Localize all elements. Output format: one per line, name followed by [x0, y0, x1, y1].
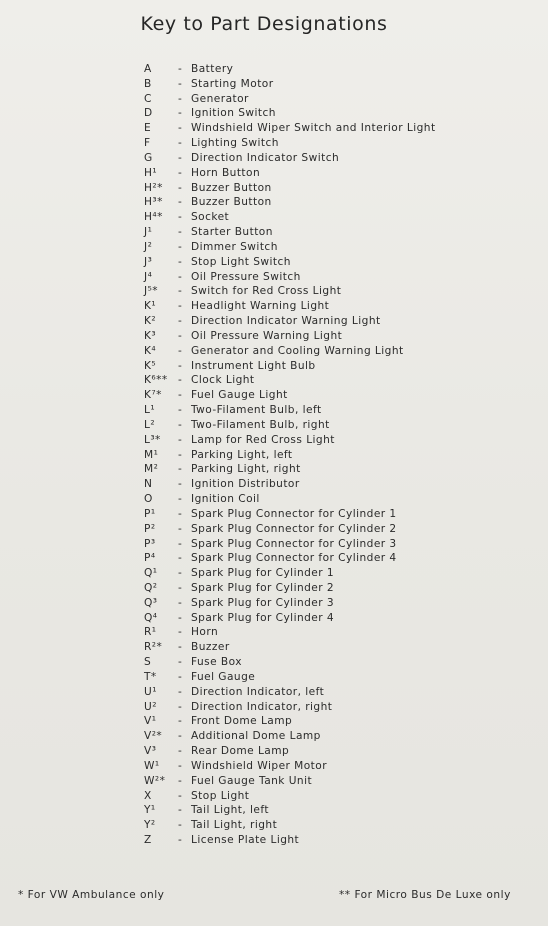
list-item — [144, 744, 524, 759]
separator-dash: - — [178, 448, 183, 461]
part-description: Direction Indicator Switch — [191, 151, 340, 164]
part-description: Tail Light, left — [191, 804, 269, 817]
part-description: Buzzer Button — [191, 181, 272, 194]
part-description: Ignition Coil — [191, 493, 260, 506]
list-item — [144, 685, 524, 700]
part-description: Oil Pressure Switch — [191, 270, 301, 283]
part-description: Buzzer Button — [191, 196, 272, 209]
footnote-micro-bus: ** For Micro Bus De Luxe only — [339, 889, 511, 901]
part-code: K³ — [144, 329, 157, 342]
part-code: Q⁴ — [144, 611, 158, 624]
part-code: K⁷* — [144, 389, 162, 402]
part-description: Tail Light, right — [191, 819, 278, 832]
separator-dash: - — [178, 122, 183, 135]
list-item — [144, 714, 524, 729]
part-code: E — [144, 122, 152, 135]
separator-dash: - — [178, 567, 183, 580]
list-item — [144, 596, 524, 611]
separator-dash: - — [178, 389, 183, 402]
list-item — [144, 789, 524, 804]
part-description: Stop Light Switch — [191, 255, 291, 268]
part-code: X — [144, 789, 152, 802]
part-code: K¹ — [144, 300, 157, 313]
separator-dash: - — [178, 63, 183, 75]
part-code: Y² — [144, 819, 156, 832]
part-description: Parking Light, left — [191, 448, 293, 461]
part-description: Fuse Box — [191, 656, 242, 669]
list-item — [144, 700, 524, 715]
separator-dash: - — [178, 730, 183, 743]
part-description: Additional Dome Lamp — [191, 730, 321, 743]
list-item — [144, 136, 524, 151]
part-code: Q³ — [144, 596, 158, 609]
part-code: Q¹ — [144, 567, 158, 580]
list-item — [144, 121, 524, 136]
separator-dash: - — [178, 166, 183, 179]
part-description: Oil Pressure Warning Light — [191, 329, 343, 342]
part-code: H⁴* — [144, 211, 163, 224]
part-code: C — [144, 92, 152, 105]
part-description: Front Dome Lamp — [191, 715, 293, 728]
part-description: Spark Plug Connector for Cylinder 1 — [191, 507, 397, 520]
part-code: K⁵ — [144, 359, 157, 372]
part-code: M² — [144, 463, 159, 476]
list-item — [144, 314, 524, 329]
separator-dash: - — [178, 107, 183, 120]
part-description: Starter Button — [191, 226, 273, 239]
separator-dash: - — [178, 611, 183, 624]
list-item — [144, 240, 524, 255]
separator-dash: - — [178, 670, 183, 683]
separator-dash: - — [178, 181, 183, 194]
part-code: T* — [144, 670, 157, 683]
separator-dash: - — [178, 656, 183, 669]
separator-dash: - — [178, 418, 183, 431]
part-description: Direction Indicator, right — [191, 700, 333, 713]
part-description: Two-Filament Bulb, left — [191, 404, 322, 417]
list-item — [144, 373, 524, 388]
list-item — [144, 537, 524, 552]
part-description: Fuel Gauge Light — [191, 389, 288, 402]
separator-dash: - — [178, 315, 183, 328]
separator-dash: - — [178, 404, 183, 417]
separator-dash: - — [178, 819, 183, 832]
part-description: Generator — [191, 92, 249, 105]
list-item — [144, 166, 524, 181]
part-code: U² — [144, 700, 157, 713]
part-code: Y¹ — [144, 804, 156, 817]
list-item — [144, 255, 524, 270]
part-code: A — [144, 63, 152, 75]
part-description: Spark Plug Connector for Cylinder 4 — [191, 552, 397, 565]
list-item — [144, 62, 524, 77]
part-code: P³ — [144, 537, 156, 550]
footnote-ambulance: * For VW Ambulance only — [18, 889, 165, 901]
part-description: Battery — [191, 63, 234, 75]
part-code: H¹ — [144, 166, 158, 179]
part-description: Spark Plug for Cylinder 1 — [191, 567, 335, 580]
part-code: W¹ — [144, 759, 160, 772]
part-code: L² — [144, 418, 156, 431]
list-item — [144, 388, 524, 403]
list-item — [144, 729, 524, 744]
part-code: D — [144, 107, 153, 120]
separator-dash: - — [178, 137, 183, 150]
part-code: N — [144, 478, 153, 491]
list-item — [144, 803, 524, 818]
part-description: Dimmer Switch — [191, 240, 278, 253]
separator-dash: - — [178, 596, 183, 609]
separator-dash: - — [178, 196, 183, 209]
part-description: Horn — [191, 626, 219, 639]
part-description: Windshield Wiper Motor — [191, 759, 328, 772]
part-description: Spark Plug Connector for Cylinder 3 — [191, 537, 397, 550]
list-item — [144, 581, 524, 596]
list-item — [144, 507, 524, 522]
part-code: B — [144, 77, 152, 90]
separator-dash: - — [178, 329, 183, 342]
separator-dash: - — [178, 478, 183, 491]
separator-dash: - — [178, 685, 183, 698]
list-item — [144, 774, 524, 789]
part-description: Stop Light — [191, 789, 250, 802]
separator-dash: - — [178, 359, 183, 372]
part-description: Lighting Switch — [191, 137, 279, 150]
part-description: Direction Indicator, left — [191, 685, 325, 698]
part-code: V²* — [144, 730, 163, 743]
part-code: F — [144, 137, 151, 150]
list-item — [144, 195, 524, 210]
part-description: Switch for Red Cross Light — [191, 285, 342, 298]
separator-dash: - — [178, 151, 183, 164]
list-item — [144, 106, 524, 121]
part-code: K⁴ — [144, 344, 157, 357]
separator-dash: - — [178, 226, 183, 239]
list-item — [144, 329, 524, 344]
list-item — [144, 284, 524, 299]
list-item — [144, 151, 524, 166]
part-description: License Plate Light — [191, 834, 300, 847]
list-item — [144, 522, 524, 537]
list-item — [144, 210, 524, 225]
list-item — [144, 818, 524, 833]
list-item — [144, 670, 524, 685]
separator-dash: - — [178, 344, 183, 357]
part-code: L³* — [144, 433, 161, 446]
part-description: Rear Dome Lamp — [191, 745, 290, 758]
list-item — [144, 270, 524, 285]
separator-dash: - — [178, 759, 183, 772]
part-code: P¹ — [144, 507, 156, 520]
part-code: G — [144, 151, 153, 164]
part-description: Direction Indicator Warning Light — [191, 315, 381, 328]
list-item — [144, 566, 524, 581]
list-item — [144, 833, 524, 848]
separator-dash: - — [178, 285, 183, 298]
separator-dash: - — [178, 211, 183, 224]
part-code: J¹ — [144, 226, 153, 239]
part-description: Ignition Switch — [191, 107, 276, 120]
part-description: Clock Light — [191, 374, 255, 387]
separator-dash: - — [178, 552, 183, 565]
part-code: U¹ — [144, 685, 157, 698]
separator-dash: - — [178, 240, 183, 253]
part-code: Z — [144, 834, 152, 847]
part-designation-list — [144, 62, 524, 848]
separator-dash: - — [178, 537, 183, 550]
part-description: Socket — [191, 211, 230, 224]
part-code: L¹ — [144, 404, 156, 417]
part-description: Spark Plug Connector for Cylinder 2 — [191, 522, 397, 535]
separator-dash: - — [178, 581, 183, 594]
part-code: K² — [144, 315, 157, 328]
list-item — [144, 492, 524, 507]
list-item — [144, 77, 524, 92]
list-item — [144, 462, 524, 477]
separator-dash: - — [178, 745, 183, 758]
separator-dash: - — [178, 463, 183, 476]
part-code: H³* — [144, 196, 163, 209]
part-code: P² — [144, 522, 156, 535]
separator-dash: - — [178, 834, 183, 847]
list-item — [144, 433, 524, 448]
part-description: Spark Plug for Cylinder 2 — [191, 581, 335, 594]
part-description: Generator and Cooling Warning Light — [191, 344, 404, 357]
part-code: W²* — [144, 774, 166, 787]
part-code: J³ — [144, 255, 153, 268]
part-description: Instrument Light Bulb — [191, 359, 316, 372]
part-description: Starting Motor — [191, 77, 274, 90]
list-item — [144, 655, 524, 670]
list-item — [144, 92, 524, 107]
list-item — [144, 225, 524, 240]
separator-dash: - — [178, 92, 183, 105]
list-item — [144, 477, 524, 492]
part-code: S — [144, 656, 152, 669]
part-code: R²* — [144, 641, 163, 654]
part-description: Buzzer — [191, 641, 230, 654]
part-code: V¹ — [144, 715, 157, 728]
separator-dash: - — [178, 804, 183, 817]
separator-dash: - — [178, 789, 183, 802]
separator-dash: - — [178, 700, 183, 713]
part-code: O — [144, 493, 153, 506]
part-description: Ignition Distributor — [191, 478, 300, 491]
separator-dash: - — [178, 715, 183, 728]
separator-dash: - — [178, 77, 183, 90]
part-code: J⁵* — [144, 285, 159, 298]
page-title: Key to Part Designations — [140, 13, 388, 35]
part-code: V³ — [144, 745, 157, 758]
part-code: J⁴ — [144, 270, 153, 283]
part-description: Fuel Gauge — [191, 670, 256, 683]
list-item — [144, 611, 524, 626]
part-description: Spark Plug for Cylinder 3 — [191, 596, 335, 609]
part-code: Q² — [144, 581, 158, 594]
separator-dash: - — [178, 507, 183, 520]
list-item — [144, 448, 524, 463]
list-item — [144, 551, 524, 566]
list-item — [144, 418, 524, 433]
part-description: Spark Plug for Cylinder 4 — [191, 611, 335, 624]
part-description: Lamp for Red Cross Light — [191, 433, 335, 446]
part-description: Headlight Warning Light — [191, 300, 330, 313]
list-item — [144, 344, 524, 359]
part-code: H²* — [144, 181, 163, 194]
separator-dash: - — [178, 626, 183, 639]
list-item — [144, 759, 524, 774]
part-description: Parking Light, right — [191, 463, 301, 476]
separator-dash: - — [178, 300, 183, 313]
part-code: M¹ — [144, 448, 159, 461]
list-item — [144, 403, 524, 418]
list-item — [144, 299, 524, 314]
part-description: Windshield Wiper Switch and Interior Light — [191, 122, 436, 135]
list-item — [144, 359, 524, 374]
part-description: Fuel Gauge Tank Unit — [191, 774, 313, 787]
separator-dash: - — [178, 255, 183, 268]
separator-dash: - — [178, 374, 183, 387]
separator-dash: - — [178, 774, 183, 787]
separator-dash: - — [178, 493, 183, 506]
part-code: J² — [144, 240, 153, 253]
list-item — [144, 625, 524, 640]
separator-dash: - — [178, 433, 183, 446]
separator-dash: - — [178, 641, 183, 654]
separator-dash: - — [178, 270, 183, 283]
part-code: P⁴ — [144, 552, 156, 565]
part-code: K⁶** — [144, 374, 168, 387]
separator-dash: - — [178, 522, 183, 535]
list-item — [144, 181, 524, 196]
part-description: Horn Button — [191, 166, 261, 179]
part-code: R¹ — [144, 626, 157, 639]
list-item — [144, 640, 524, 655]
part-description: Two-Filament Bulb, right — [191, 418, 330, 431]
